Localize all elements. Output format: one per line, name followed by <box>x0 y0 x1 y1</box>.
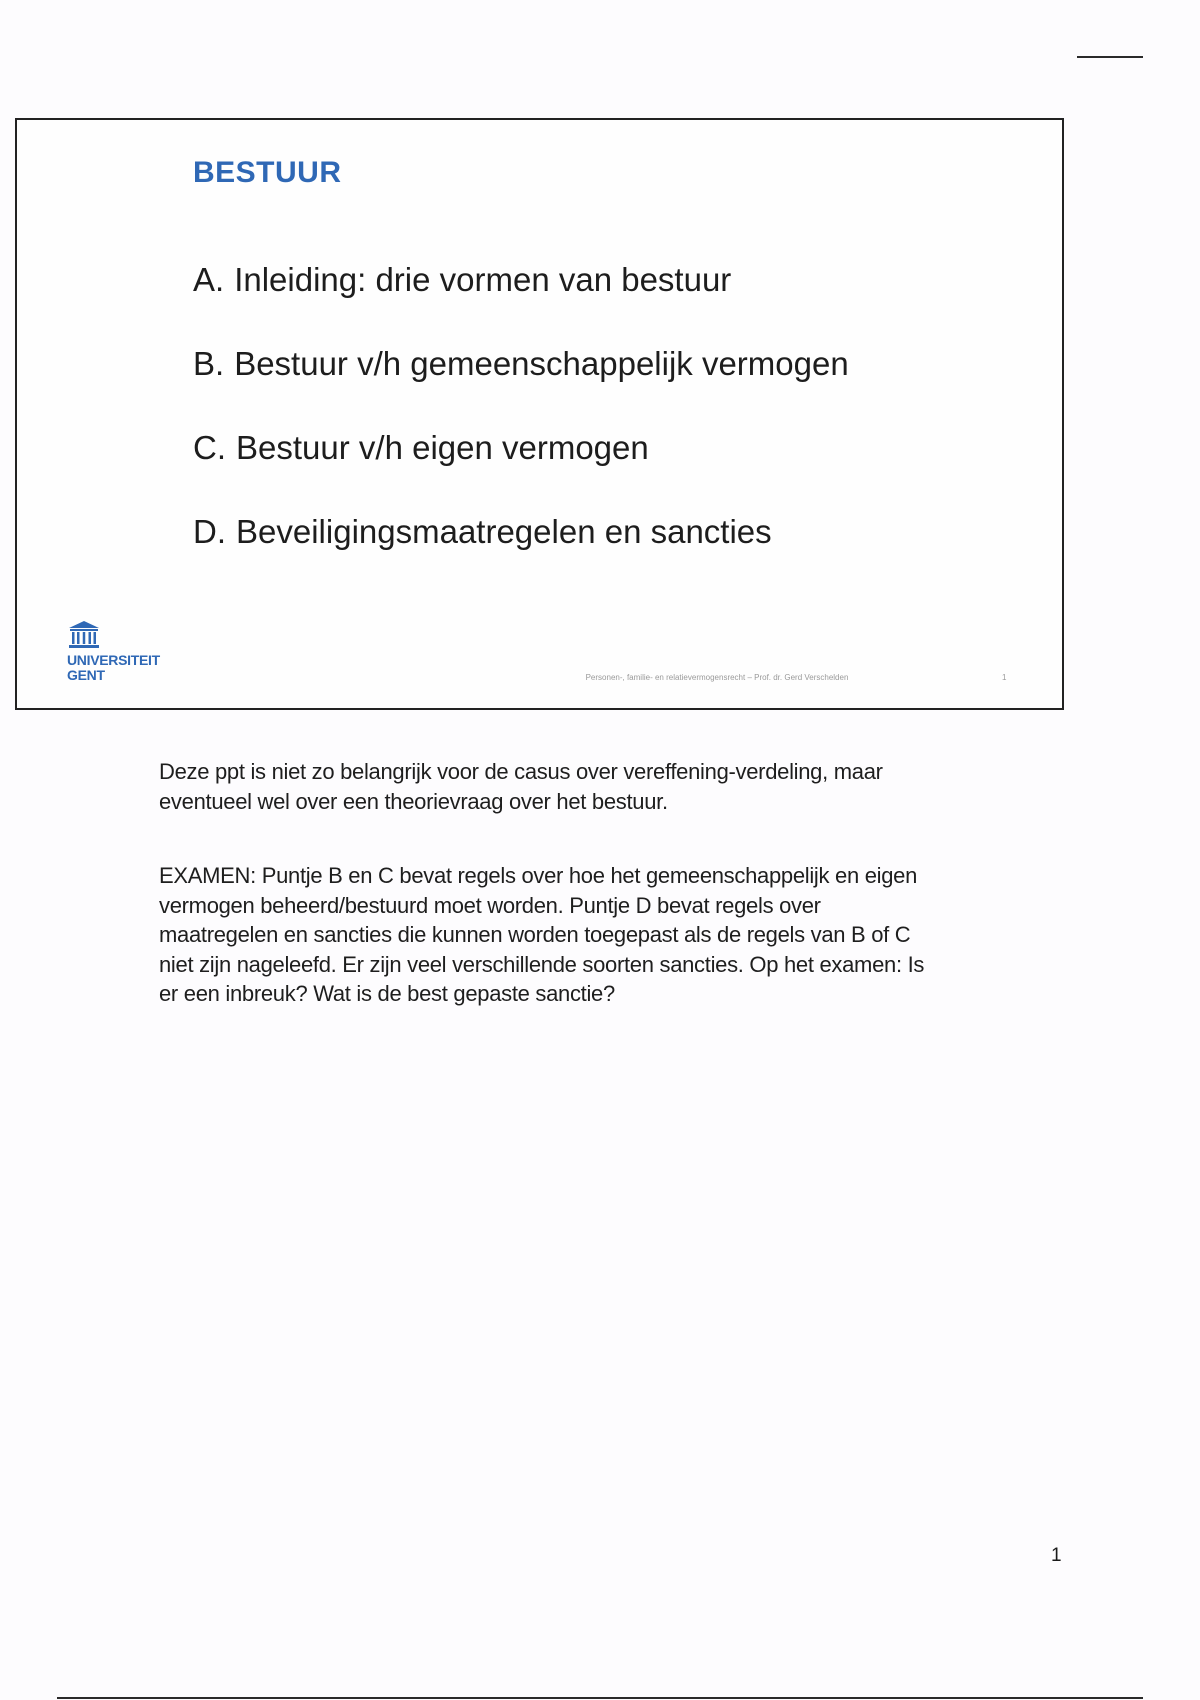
slide-number: 1 <box>1002 673 1007 682</box>
slide-frame <box>15 118 1064 710</box>
logo-wordmark <box>67 653 177 683</box>
footer-rule <box>57 1697 1143 1699</box>
outline-item-text: Bestuur v/h gemeenschappelijk vermogen <box>234 345 849 382</box>
notes-paragraph-1: Deze ppt is niet zo belangrijk voor de casus over vereffening-verdeling, maar eventueel wel over een theorievraag over het bestuur. <box>159 759 883 814</box>
page-number: 1 <box>1051 1545 1062 1566</box>
logo-line-1: UNIVERSITEIT <box>67 652 160 668</box>
outline-item-text: Beveiligingsmaatregelen en sancties <box>236 513 772 550</box>
outline-item-d <box>193 512 849 596</box>
header-rule <box>1077 56 1143 58</box>
outline-item-letter: A. <box>193 261 225 298</box>
outline-item-b <box>193 344 849 428</box>
outline-item-letter: B. <box>193 345 225 382</box>
outline-item-text: Inleiding: drie vormen van bestuur <box>234 261 732 298</box>
slide-outline <box>193 260 849 596</box>
outline-item-text: Bestuur v/h eigen vermogen <box>236 429 649 466</box>
slide-title: BESTUUR <box>193 156 342 189</box>
outline-item-letter: C. <box>193 429 226 466</box>
outline-item-letter: D. <box>193 513 226 550</box>
speaker-notes <box>159 757 929 1054</box>
notes-paragraph-2: EXAMEN: Puntje B en C bevat regels over hoe het gemeenschappelijk en eigen vermogen beheerd/bestuurd moet worden. Puntje D bevat regels over maatregelen en sancties die kunnen worden toegepast als de regels van B of C niet zijn nageleefd. Er zijn veel verschillende soorten sancties. Op het examen: Is er een inbreuk? Wat is de best gepaste sanctie? <box>159 863 925 1006</box>
slide-footer: Personen-, familie- en relatievermogensrecht – Prof. dr. Gerd Verschelden <box>585 673 849 682</box>
outline-item-c <box>193 428 849 512</box>
university-building-icon <box>67 620 101 650</box>
outline-item-a <box>193 260 849 344</box>
ugent-logo <box>67 620 177 690</box>
logo-line-2: GENT <box>67 667 105 683</box>
